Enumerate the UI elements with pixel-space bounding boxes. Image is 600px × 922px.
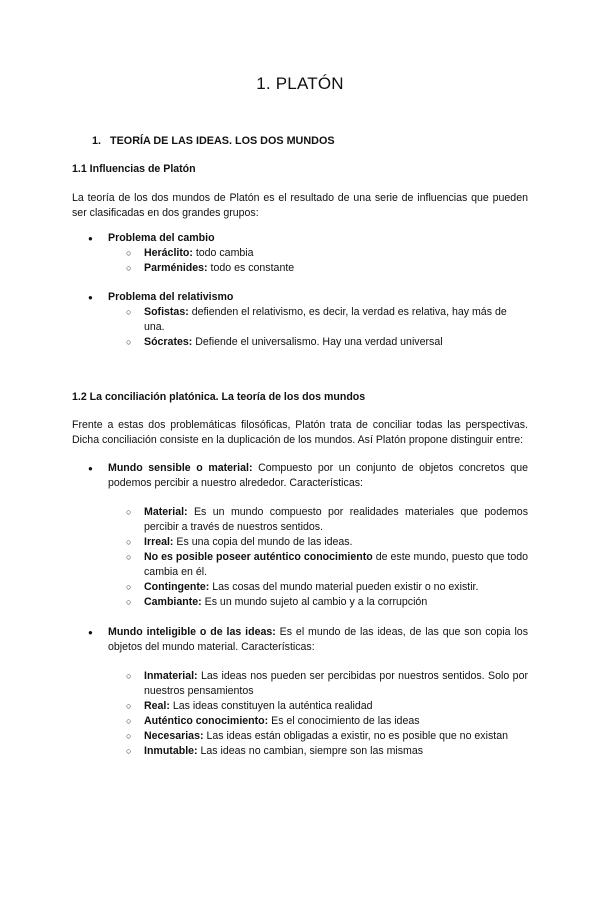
- term: Irreal:: [144, 536, 174, 548]
- term: Sofistas:: [144, 306, 189, 318]
- sub-list-item: [72, 505, 528, 535]
- sub-list: [108, 505, 528, 610]
- sub-list-item: [72, 535, 528, 550]
- page-title: 1. PLATÓN: [256, 74, 344, 93]
- subsection-heading-influences: 1.1 Influencias de Platón: [72, 163, 196, 175]
- document-page: [0, 74, 600, 922]
- term: Necesarias:: [144, 730, 204, 742]
- description: todo es constante: [207, 262, 295, 274]
- list-item: [72, 461, 528, 610]
- section-heading: [72, 134, 528, 149]
- term: No es posible poseer auténtico conocimiento: [144, 551, 373, 563]
- list-item-label: Problema del relativismo: [108, 291, 234, 303]
- description: Es el conocimiento de las ideas: [268, 715, 420, 727]
- term: Heráclito:: [144, 247, 193, 259]
- influence-list-relativism: [72, 290, 528, 350]
- world-list-sensible: [72, 461, 528, 610]
- sub-list: [108, 305, 528, 350]
- sub-list-item: [72, 335, 528, 350]
- conciliation-paragraph: Frente a estas dos problemáticas filosóficas, Platón trata de conciliar todas las perspectivas. Dicha conciliación consiste en la duplicación de los mundos. Así Platón propone distinguir entre:: [72, 419, 528, 446]
- sub-list-item: [72, 246, 528, 261]
- description: Es una copia del mundo de las ideas.: [173, 536, 353, 548]
- term: Parménides:: [144, 262, 208, 274]
- term: Cambiante:: [144, 596, 202, 608]
- description: todo cambia: [192, 247, 254, 259]
- sub-list: [108, 669, 528, 759]
- term: Sócrates:: [144, 336, 193, 348]
- list-item: [72, 231, 528, 276]
- term: Mundo sensible o material:: [108, 462, 253, 474]
- influence-list-change: [72, 231, 528, 276]
- description: Las ideas están obligadas a existir, no es posible que no existan: [203, 730, 508, 742]
- description: Es un mundo sujeto al cambio y a la corrupción: [201, 596, 428, 608]
- description: Las ideas constituyen la auténtica realidad: [169, 700, 373, 712]
- sub-list-item: [72, 261, 528, 276]
- section-number: 1.: [92, 135, 102, 147]
- sub-list-item: [72, 595, 528, 610]
- term: Material:: [144, 506, 188, 518]
- term: Inmaterial:: [144, 670, 198, 682]
- term: Mundo inteligible o de las ideas:: [108, 626, 276, 638]
- sub-list-item: [72, 714, 528, 729]
- sub-list-item: [72, 744, 528, 759]
- term: Contingente:: [144, 581, 210, 593]
- description: Defiende el universalismo. Hay una verdad universal: [192, 336, 443, 348]
- section-title: TEORÍA DE LAS IDEAS. LOS DOS MUNDOS: [110, 135, 335, 147]
- sub-list-item: [72, 550, 528, 580]
- sub-list-item: [72, 669, 528, 699]
- sub-list-item: [72, 699, 528, 714]
- term: Inmutable:: [144, 745, 198, 757]
- description: Es un mundo compuesto por realidades materiales que podemos percibir a través de nuestros sentidos.: [144, 506, 528, 533]
- description: Las ideas nos pueden ser percibidas por nuestros sentidos. Solo por nuestros pensamientos: [144, 670, 528, 697]
- list-item: [72, 290, 528, 350]
- sub-list-item: [72, 729, 528, 744]
- list-item-label: Problema del cambio: [108, 232, 215, 244]
- term: Real:: [144, 700, 170, 712]
- description: defienden el relativismo, es decir, la verdad es relativa, hay más de una.: [144, 306, 507, 333]
- description: Compuesto por un conjunto de objetos concretos que podemos percibir a nuestro alrededor. Características:: [108, 462, 528, 489]
- description: Es el mundo de las ideas, de las que son copia los objetos del mundo material. Características:: [108, 626, 528, 653]
- intro-paragraph: La teoría de los dos mundos de Platón es el resultado de una serie de influencias que pueden ser clasificadas en dos grandes grupos:: [72, 192, 528, 219]
- description: Las cosas del mundo material pueden existir o no existir.: [209, 581, 479, 593]
- description: Las ideas no cambian, siempre son las mismas: [197, 745, 424, 757]
- term: Auténtico conocimiento:: [144, 715, 269, 727]
- world-list-intelligible: [72, 625, 528, 759]
- sub-list-item: [72, 305, 528, 335]
- list-item: [72, 625, 528, 759]
- subsection-heading-conciliation: 1.2 La conciliación platónica. La teoría de los dos mundos: [72, 391, 366, 403]
- sub-list: [108, 246, 528, 276]
- description: de este mundo, puesto que todo cambia en él.: [144, 551, 528, 578]
- sub-list-item: [72, 580, 528, 595]
